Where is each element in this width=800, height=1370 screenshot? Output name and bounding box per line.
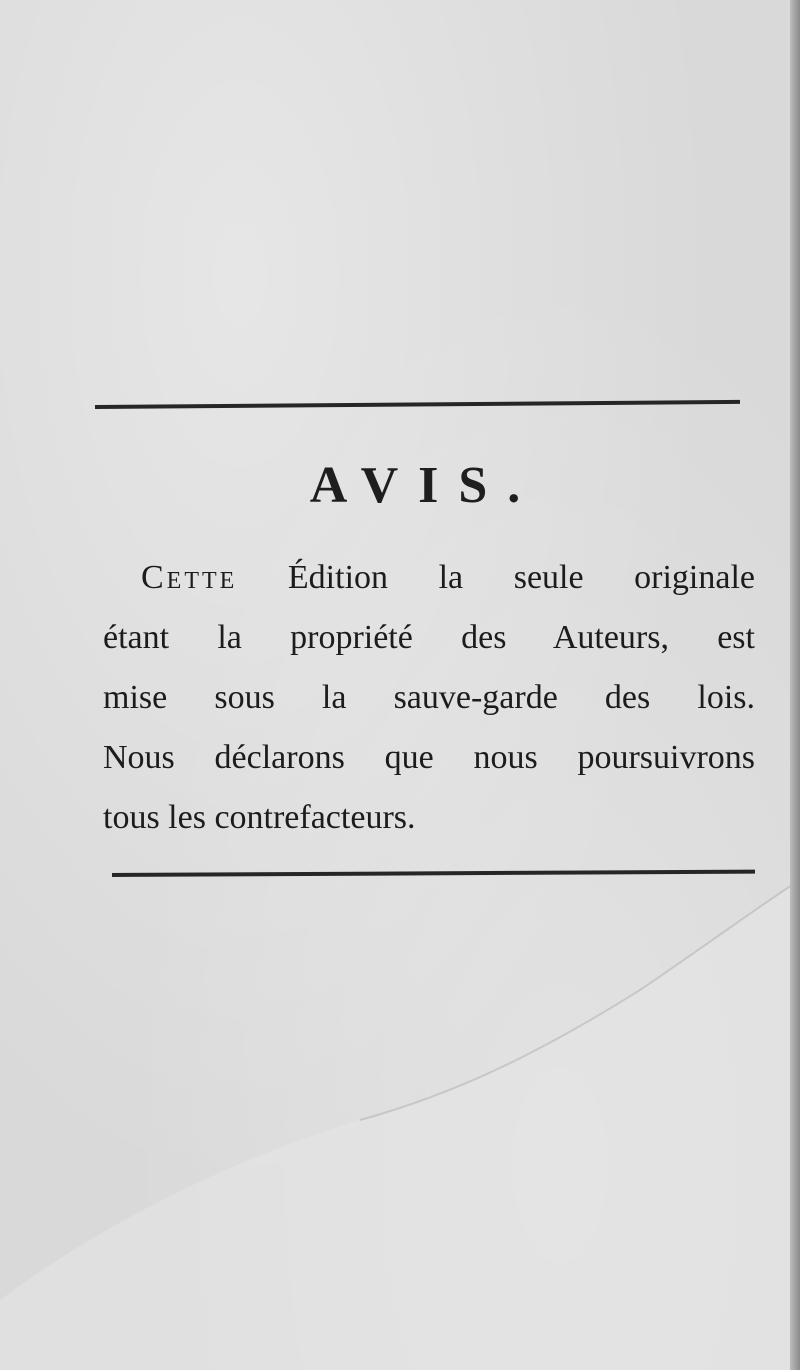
lead-word: Cette [141, 559, 238, 596]
notice-body [103, 548, 755, 848]
notice-line-5: tous les contrefacteurs. [103, 799, 416, 836]
notice-line-3: mise sous la sauve-garde des lois. [103, 679, 755, 716]
notice-line-1-text: Édition la seule originale [287, 559, 755, 596]
page-edge [790, 0, 800, 1370]
notice-line-2: étant la propriété des Auteurs, est [103, 619, 755, 656]
notice-line-4: Nous déclarons que nous poursuivrons [103, 739, 755, 776]
notice-line-1 [103, 548, 755, 608]
notice-title: AVIS. [309, 457, 541, 514]
